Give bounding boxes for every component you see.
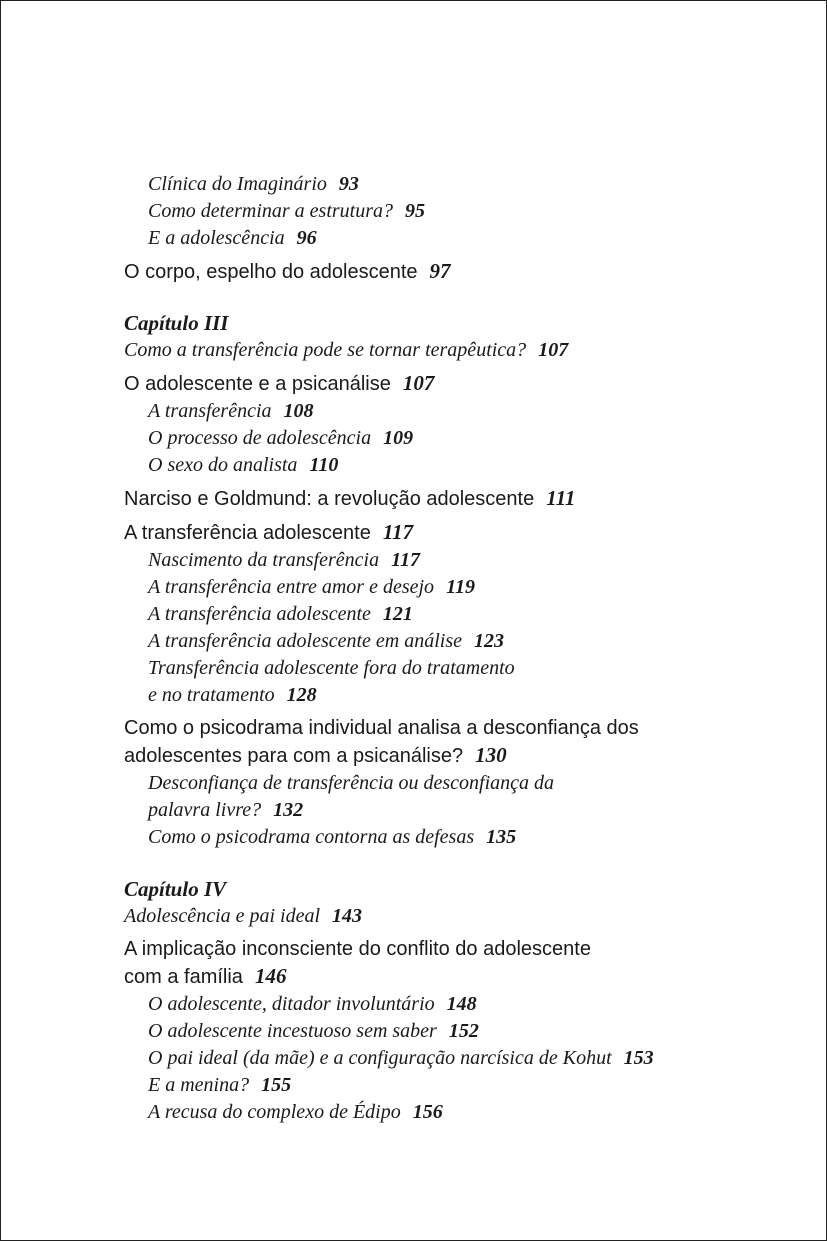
table-of-contents: [124, 171, 804, 1126]
page-number: 155: [261, 1074, 292, 1096]
entry-title: A transferência adolescente: [124, 522, 371, 544]
entry-title: A recusa do complexo de Édipo: [148, 1101, 401, 1123]
page-number: 109: [383, 427, 414, 449]
toc-subentry-continued: [124, 682, 804, 709]
chapter-heading: Capítulo IV: [124, 877, 227, 901]
entry-title-line1: Desconfiança de transferência ou desconfiança da: [148, 772, 555, 794]
toc-subentry: [124, 1099, 804, 1126]
page-number: 148: [446, 993, 477, 1015]
toc-subentry: [124, 824, 804, 851]
entry-title-line2: palavra livre?: [148, 799, 262, 821]
toc-subentry: [124, 770, 804, 797]
page-number: 110: [309, 454, 339, 476]
page-number: 95: [405, 200, 425, 222]
entry-title: Clínica do Imaginário: [148, 173, 327, 195]
page-number: 146: [254, 964, 287, 988]
toc-subentry: [124, 1018, 804, 1045]
toc-subentry: [124, 1045, 804, 1072]
entry-title: Adolescência e pai ideal: [124, 905, 321, 927]
page-number: 117: [382, 520, 414, 544]
entry-title: O sexo do analista: [148, 454, 298, 476]
toc-section: [124, 258, 804, 286]
chapter-subtitle: [124, 337, 804, 364]
entry-title: O adolescente, ditador involuntário: [148, 993, 435, 1015]
toc-section: [124, 485, 804, 513]
entry-title: A transferência adolescente em análise: [148, 630, 463, 652]
page-number: 111: [546, 486, 576, 510]
entry-title: Nascimento da transferência: [148, 549, 380, 571]
entry-title: E a adolescência: [148, 227, 285, 249]
page-number: 123: [474, 630, 505, 652]
page-number: 107: [538, 339, 569, 361]
page-number: 97: [429, 259, 451, 283]
entry-title: O adolescente e a psicanálise: [124, 373, 391, 395]
page-number: 121: [382, 603, 413, 625]
toc-section: [124, 715, 804, 742]
toc-subentry: [124, 628, 804, 655]
entry-title: O corpo, espelho do adolescente: [124, 261, 418, 283]
page-number: 153: [623, 1047, 654, 1069]
entry-title: Como determinar a estrutura?: [148, 200, 393, 222]
toc-subentry: [124, 171, 804, 198]
page-number: 132: [273, 799, 304, 821]
toc-section-continued: [124, 963, 804, 991]
page-number: 119: [446, 576, 475, 598]
toc-subentry: [124, 1072, 804, 1099]
page-number: 156: [412, 1101, 443, 1123]
page-number: 117: [391, 549, 420, 571]
toc-subentry: [124, 547, 804, 574]
entry-title: A transferência entre amor e desejo: [148, 576, 435, 598]
toc-subentry: [124, 452, 804, 479]
toc-subentry: [124, 398, 804, 425]
toc-subentry: [124, 198, 804, 225]
entry-title: O processo de adolescência: [148, 427, 372, 449]
entry-title-line2: adolescentes para com a psicanálise?: [124, 745, 464, 767]
page-number: 108: [283, 400, 314, 422]
page-number: 96: [296, 227, 317, 249]
entry-title-line1: A implicação inconsciente do conflito do adolescente: [124, 938, 591, 960]
entry-title-line1: Como o psicodrama individual analisa a desconfiança dos: [124, 717, 639, 739]
chapter-heading: Capítulo III: [124, 311, 229, 335]
toc-subentry-continued: [124, 797, 804, 824]
toc-subentry: [124, 574, 804, 601]
entry-title: A transferência adolescente: [148, 603, 371, 625]
entry-title: A transferência: [148, 400, 272, 422]
page-number: 93: [338, 173, 359, 195]
toc-subentry: [124, 225, 804, 252]
toc-subentry: [124, 991, 804, 1018]
entry-title: E a menina?: [148, 1074, 250, 1096]
page-number: 128: [286, 684, 317, 706]
toc-section-continued: [124, 742, 804, 770]
page-number: 143: [332, 905, 363, 927]
entry-title: O pai ideal (da mãe) e a configuração narcísica de Kohut: [148, 1047, 612, 1069]
toc-section: [124, 936, 804, 963]
entry-title: Como a transferência pode se tornar terapêutica?: [124, 339, 527, 361]
entry-title-line2: com a família: [124, 966, 243, 988]
toc-subentry: [124, 601, 804, 628]
toc-subentry: [124, 425, 804, 452]
entry-title-line2: e no tratamento: [148, 684, 275, 706]
entry-title: Narciso e Goldmund: a revolução adolescente: [124, 488, 535, 510]
entry-title: Como o psicodrama contorna as defesas: [148, 826, 475, 848]
toc-subentry: [124, 655, 804, 682]
chapter-subtitle: [124, 903, 804, 930]
entry-title-line1: Transferência adolescente fora do tratamento: [148, 657, 515, 679]
entry-title: O adolescente incestuoso sem saber: [148, 1020, 437, 1042]
page-number: 107: [402, 371, 435, 395]
toc-section: [124, 370, 804, 398]
page-number: 130: [475, 743, 507, 767]
page-number: 135: [486, 826, 517, 848]
toc-section: [124, 519, 804, 547]
page-number: 152: [448, 1020, 479, 1042]
